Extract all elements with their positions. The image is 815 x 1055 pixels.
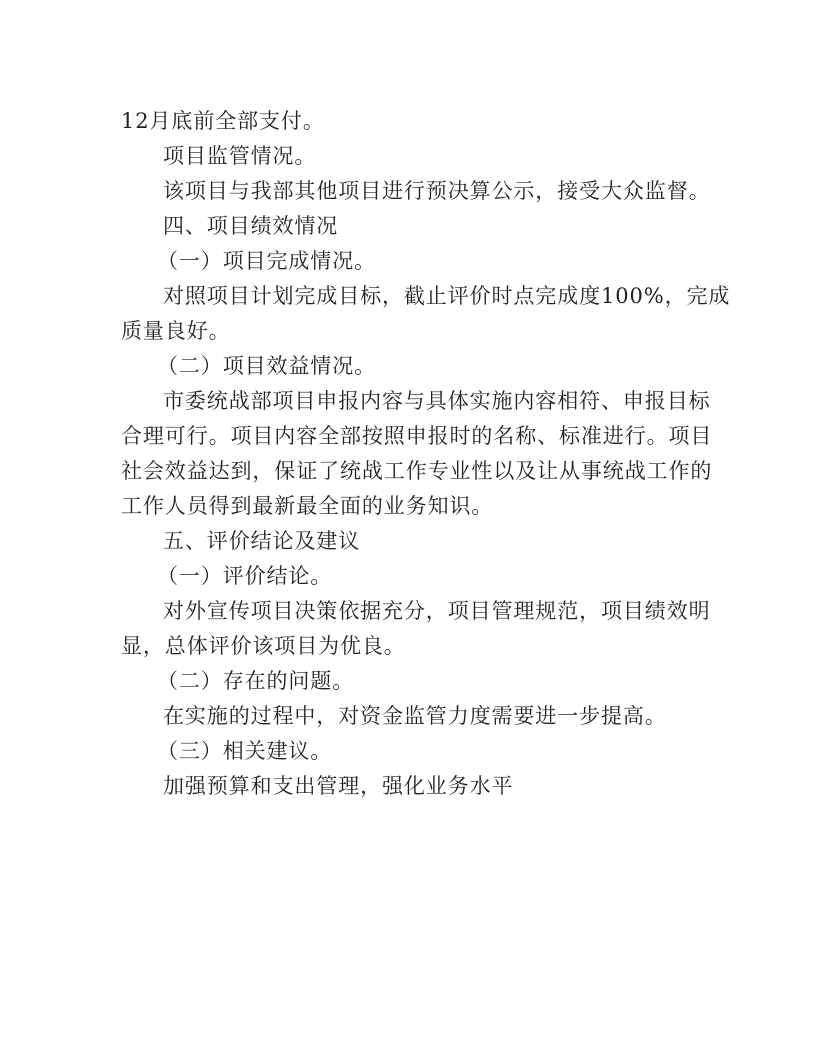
text-line: 质量良好。 — [121, 319, 231, 343]
document-body — [121, 104, 731, 804]
text-line: 合理可行。项目内容全部按照申报时的名称、标准进行。项目 — [121, 424, 713, 448]
text-line: 对照项目计划完成目标，截止评价时点完成度100%，完成 — [163, 284, 731, 308]
text-line: 显，总体评价该项目为优良。 — [121, 634, 406, 658]
subsection-heading: （二）项目效益情况。 — [157, 354, 376, 378]
section-heading: 五、评价结论及建议 — [163, 529, 361, 553]
subsection-heading: （一）评价结论。 — [157, 564, 333, 588]
text-line: 在实施的过程中，对资金监管力度需要进一步提高。 — [163, 704, 667, 728]
subsection-heading: （一）项目完成情况。 — [157, 249, 376, 273]
text-line: 社会效益达到，保证了统战工作专业性以及让从事统战工作的 — [121, 459, 713, 483]
subsection-heading: （二）存在的问题。 — [157, 669, 355, 693]
text-line: 该项目与我部其他项目进行预决算公示，接受大众监督。 — [163, 179, 711, 203]
text-line: 12月底前全部支付。 — [121, 109, 325, 133]
text-line: 工作人员得到最新最全面的业务知识。 — [121, 494, 494, 518]
paragraph-heading: 项目监管情况。 — [163, 144, 317, 168]
section-heading: 四、项目绩效情况 — [163, 214, 339, 238]
text-line: 对外宣传项目决策依据充分，项目管理规范，项目绩效明 — [163, 599, 711, 623]
text-line: 市委统战部项目申报内容与具体实施内容相符、申报目标 — [163, 389, 711, 413]
subsection-heading: （三）相关建议。 — [157, 739, 333, 763]
text-line: 加强预算和支出管理，强化业务水平 — [163, 774, 514, 798]
